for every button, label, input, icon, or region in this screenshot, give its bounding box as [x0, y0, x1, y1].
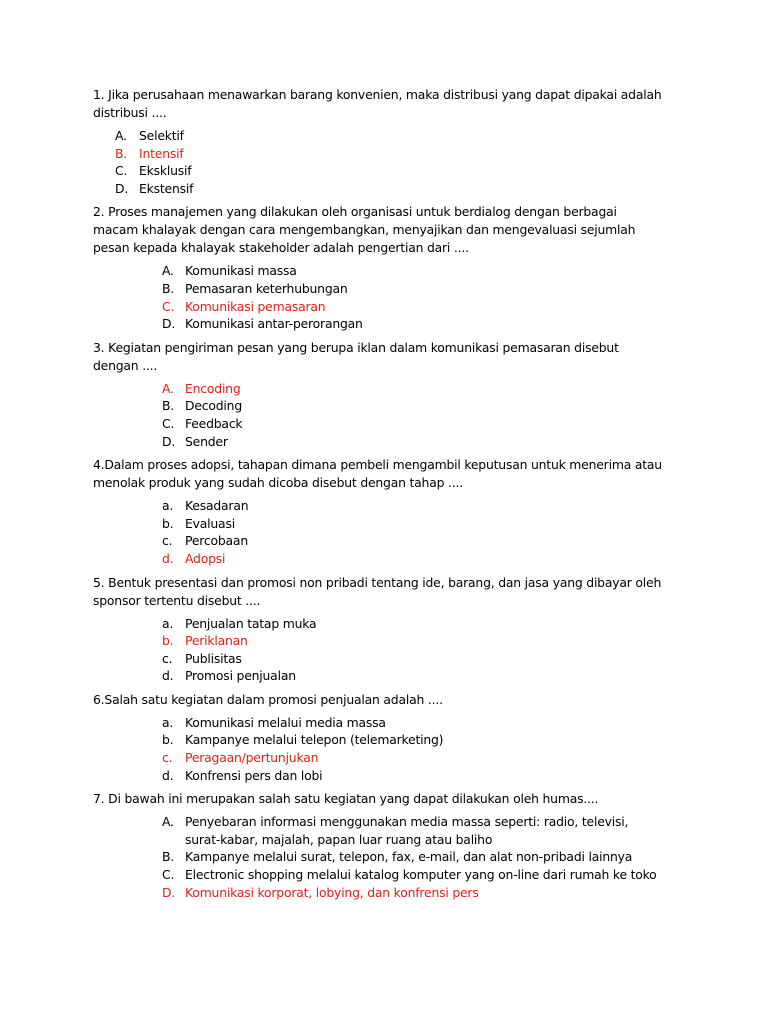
option-letter: d. [162, 550, 174, 566]
option-letter: d. [162, 767, 174, 783]
option-c [93, 162, 663, 180]
option-text: Periklanan [185, 633, 248, 649]
option-letter: B. [162, 398, 175, 414]
option-a [93, 262, 663, 280]
option-letter: D. [162, 433, 176, 449]
option-d [93, 180, 663, 198]
option-a [93, 127, 663, 145]
option-list [93, 127, 663, 197]
option-text: Feedback [185, 415, 243, 431]
option-letter: C. [162, 415, 175, 431]
option-letter: d. [162, 668, 174, 684]
question-text: 4.Dalam proses adopsi, tahapan dimana pembeli mengambil keputusan untuk menerima atau menolak produk yang sudah dicoba disebut dengan tahap .... [93, 457, 666, 491]
option-list [93, 262, 663, 332]
option-letter: C. [162, 298, 175, 314]
question-2 [93, 203, 663, 332]
option-b [93, 145, 663, 163]
option-text: Kampanye melalui surat, telepon, fax, e-mail, dan alat non-pribadi lainnya [185, 849, 633, 865]
question-7 [93, 790, 663, 901]
option-letter: c. [162, 650, 173, 666]
option-letter: b. [162, 732, 174, 748]
option-letter: B. [162, 280, 175, 296]
option-c [93, 532, 663, 550]
option-letter: A. [162, 263, 174, 279]
option-text: Kampanye melalui telepon (telemarketing) [185, 732, 444, 748]
option-text: Komunikasi massa [185, 263, 297, 279]
document-page [0, 86, 768, 907]
option-b [93, 632, 663, 650]
option-c [93, 415, 663, 433]
option-text: Encoding [185, 380, 241, 396]
option-b [93, 515, 663, 533]
option-text: Evaluasi [185, 515, 235, 531]
option-letter: c. [162, 533, 173, 549]
option-b [93, 731, 663, 749]
option-text: Decoding [185, 398, 242, 414]
option-d [93, 550, 663, 568]
question-4 [93, 456, 666, 567]
option-text: Electronic shopping melalui katalog komputer yang on-line dari rumah ke toko [185, 867, 657, 883]
question-text: 7. Di bawah ini merupakan salah satu kegiatan yang dapat dilakukan oleh humas.... [93, 791, 599, 807]
option-text: Komunikasi melalui media massa [185, 714, 386, 730]
question-text: 2. Proses manajemen yang dilakukan oleh organisasi untuk berdialog dengan berbagai macam khalayak dengan cara mengembangkan, menyajikan dan mengevaluasi sejumlah pesan kepada khalayak stakeholder adalah pengertian dari .... [93, 204, 640, 256]
option-letter: D. [115, 180, 129, 196]
option-a [93, 497, 663, 515]
option-letter: b. [162, 515, 174, 531]
option-a [93, 615, 663, 633]
option-a [93, 380, 663, 398]
option-letter: a. [162, 714, 174, 730]
option-text: Percobaan [185, 533, 248, 549]
option-letter: B. [162, 849, 175, 865]
option-letter: c. [162, 750, 173, 766]
option-text: Peragaan/pertunjukan [185, 750, 319, 766]
option-d [93, 315, 663, 333]
option-d [93, 433, 663, 451]
option-list [93, 615, 663, 685]
option-text: Publisitas [185, 650, 242, 666]
option-list [93, 714, 663, 784]
option-text: Eksklusif [139, 163, 192, 179]
question-6 [93, 691, 663, 784]
option-letter: a. [162, 498, 174, 514]
question-text: 5. Bentuk presentasi dan promosi non pribadi tentang ide, barang, dan jasa yang dibayar oleh sponsor tertentu disebut .... [93, 574, 665, 608]
option-letter: C. [162, 867, 175, 883]
option-letter: A. [162, 814, 174, 830]
option-d [93, 767, 663, 785]
option-d [93, 667, 663, 685]
option-text: Pemasaran keterhubungan [185, 280, 348, 296]
option-text: Intensif [139, 145, 184, 161]
option-c [93, 298, 663, 316]
question-text: 6.Salah satu kegiatan dalam promosi penjualan adalah .... [93, 691, 443, 707]
option-a [93, 714, 663, 732]
question-3 [93, 339, 663, 450]
option-c [93, 866, 663, 884]
option-text: Kesadaran [185, 498, 249, 514]
question-text: 1. Jika perusahaan menawarkan barang konvenien, maka distribusi yang dapat dipakai adalah distribusi .... [93, 87, 666, 120]
option-a [93, 813, 663, 848]
option-letter: b. [162, 633, 174, 649]
option-letter: D. [162, 884, 176, 900]
option-text: Penyebaran informasi menggunakan media massa seperti: radio, televisi, surat-kabar, majalah, papan luar ruang atau baliho [185, 814, 629, 847]
question-text: 3. Kegiatan pengiriman pesan yang berupa iklan dalam komunikasi pemasaran disebut dengan .... [93, 339, 623, 373]
option-letter: A. [162, 380, 174, 396]
option-letter: C. [115, 163, 128, 179]
question-1 [93, 86, 666, 197]
option-text: Komunikasi pemasaran [185, 298, 326, 314]
option-text: Penjualan tatap muka [185, 615, 317, 631]
option-b [93, 848, 663, 866]
option-text: Promosi penjualan [185, 668, 296, 684]
option-letter: a. [162, 615, 174, 631]
option-text: Komunikasi korporat, lobying, dan konfrensi pers [185, 884, 479, 900]
option-list [93, 813, 663, 901]
option-letter: B. [115, 145, 128, 161]
question-5 [93, 574, 663, 685]
option-text: Selektif [139, 128, 184, 143]
option-d [93, 884, 663, 902]
option-c [93, 749, 663, 767]
option-text: Ekstensif [139, 180, 194, 196]
option-letter: D. [162, 316, 176, 332]
option-text: Konfrensi pers dan lobi [185, 767, 323, 783]
option-c [93, 650, 663, 668]
option-b [93, 397, 663, 415]
option-letter: A. [115, 128, 127, 143]
option-b [93, 280, 663, 298]
option-text: Komunikasi antar-perorangan [185, 316, 363, 332]
option-text: Sender [185, 433, 228, 449]
option-list [93, 497, 663, 567]
option-list [93, 380, 663, 450]
option-text: Adopsi [185, 550, 226, 566]
